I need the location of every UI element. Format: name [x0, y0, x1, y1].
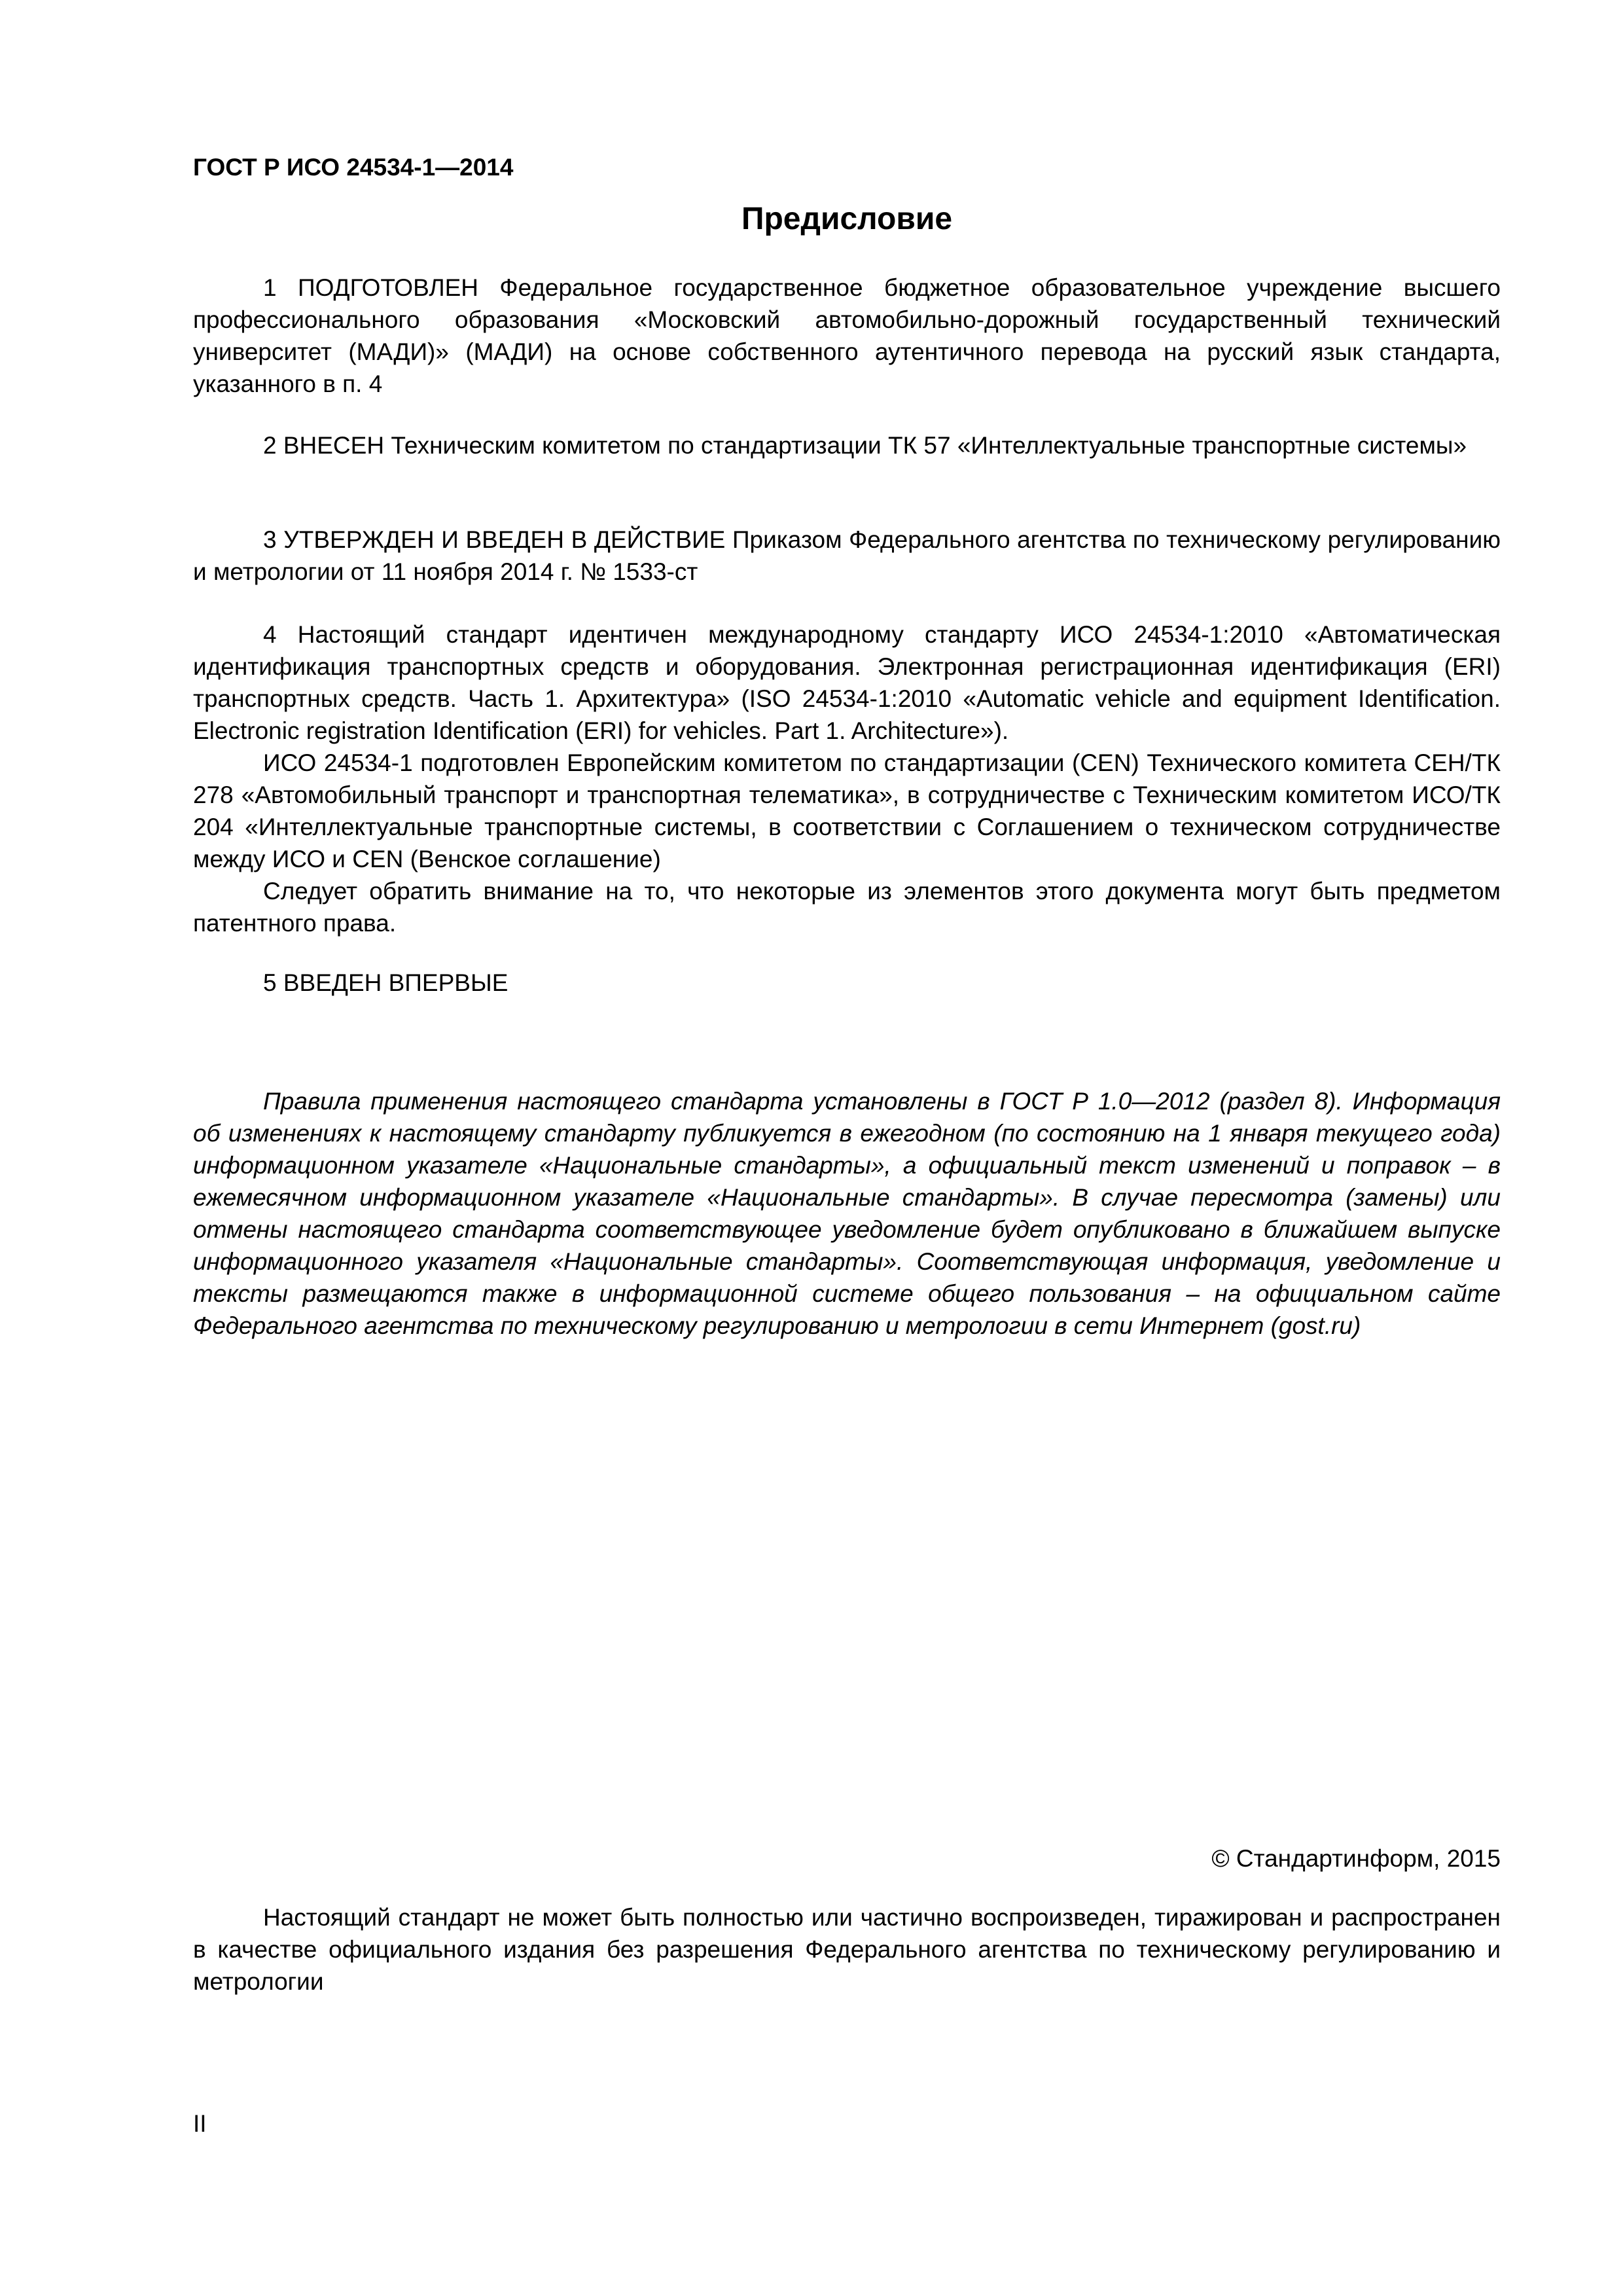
foreword-item-2-text: 2 ВНЕСЕН Техническим комитетом по стандартизации ТК 57 «Интеллектуальные транспортные системы» [263, 432, 1467, 459]
foreword-item-3-text: 3 УТВЕРЖДЕН И ВВЕДЕН В ДЕЙСТВИЕ Приказом Федерального агентства по техническому регулированию и метрологии от 11 ноября 2014 г. № 1533-ст [193, 526, 1501, 585]
document-code: ГОСТ Р ИСО 24534-1—2014 [193, 154, 514, 181]
reproduction-notice-text: Настоящий стандарт не может быть полностью или частично воспроизведен, тиражирован и распространен в качестве официального издания без разрешения Федерального агентства по техническому регулированию и метрологии [193, 1904, 1501, 1995]
foreword-item-4-paragraph-2: ИСО 24534-1 подготовлен Европейским комитетом по стандартизации (CEN) Технического комитета СЕН/ТК 278 «Автомобильный транспорт и транспортная телематика», в сотрудничестве с Техническим комитетом ИСО/ТК 204 «Интеллектуальные транспортные системы, в соответствии с Соглашением о техническом сотрудничестве между ИСО и CEN (Венское соглашение) [193, 749, 1501, 872]
application-rules-text: Правила применения настоящего стандарта установлены в ГОСТ Р 1.0—2012 (раздел 8). Информация об изменениях к настоящему стандарту публикуется в ежегодном (по состоянию на 1 января текущего года) информационном указателе «Национальные стандарты», а официальный текст изменений и поправок – в ежемесячном информационном указателе «Национальные стандарты». В случае пересмотра (замены) или отмены настоящего стандарта соответствующее уведомление будет опубликовано в ближайшем выпуске информационного указателя «Национальные стандарты». Соответствующая информация, уведомление и тексты размещаются также в информационной системе общего пользования – на официальном сайте Федерального агентства по техническому регулированию и метрологии в сети Интернет (gost.ru) [193, 1088, 1501, 1339]
foreword-item-4-text: 4 Настоящий стандарт идентичен международному стандарту ИСО 24534-1:2010 «Автоматическая идентификация транспортных средств и оборудования. Электронная регистрационная идентификация (ERI) транспортных средств. Часть 1. Архитектура» (ISO 24534-1:2010 «Automatic vehicle and equipment Identification. Electronic registration Identification (ERI) for vehicles. Part 1. Architecture»). [193, 621, 1501, 744]
foreword-item-4 [193, 619, 1501, 939]
foreword-item-4-paragraph-3: Следует обратить внимание на то, что некоторые из элементов этого документа могут быть предметом патентного права. [193, 878, 1501, 937]
foreword-item-1-text: 1 ПОДГОТОВЛЕН Федеральное государственное бюджетное образовательное учреждение высшего профессионального образования «Московский автомобильно-дорожный государственный технический университет (МАДИ)» (МАДИ) на основе собственного аутентичного перевода на русский язык стандарта, указанного в п. 4 [193, 274, 1501, 397]
reproduction-notice [193, 1901, 1501, 1998]
page-title: Предисловие [741, 202, 953, 236]
page-number: II [193, 2110, 207, 2137]
foreword-item-3 [193, 524, 1501, 588]
foreword-item-5-text: 5 ВВЕДЕН ВПЕРВЫЕ [263, 969, 508, 996]
copyright-line: © Стандартинформ, 2015 [1211, 1845, 1501, 1872]
application-rules-notice [193, 1085, 1501, 1342]
foreword-item-2 [193, 429, 1501, 461]
foreword-item-1 [193, 272, 1501, 400]
foreword-item-5 [193, 967, 1501, 999]
